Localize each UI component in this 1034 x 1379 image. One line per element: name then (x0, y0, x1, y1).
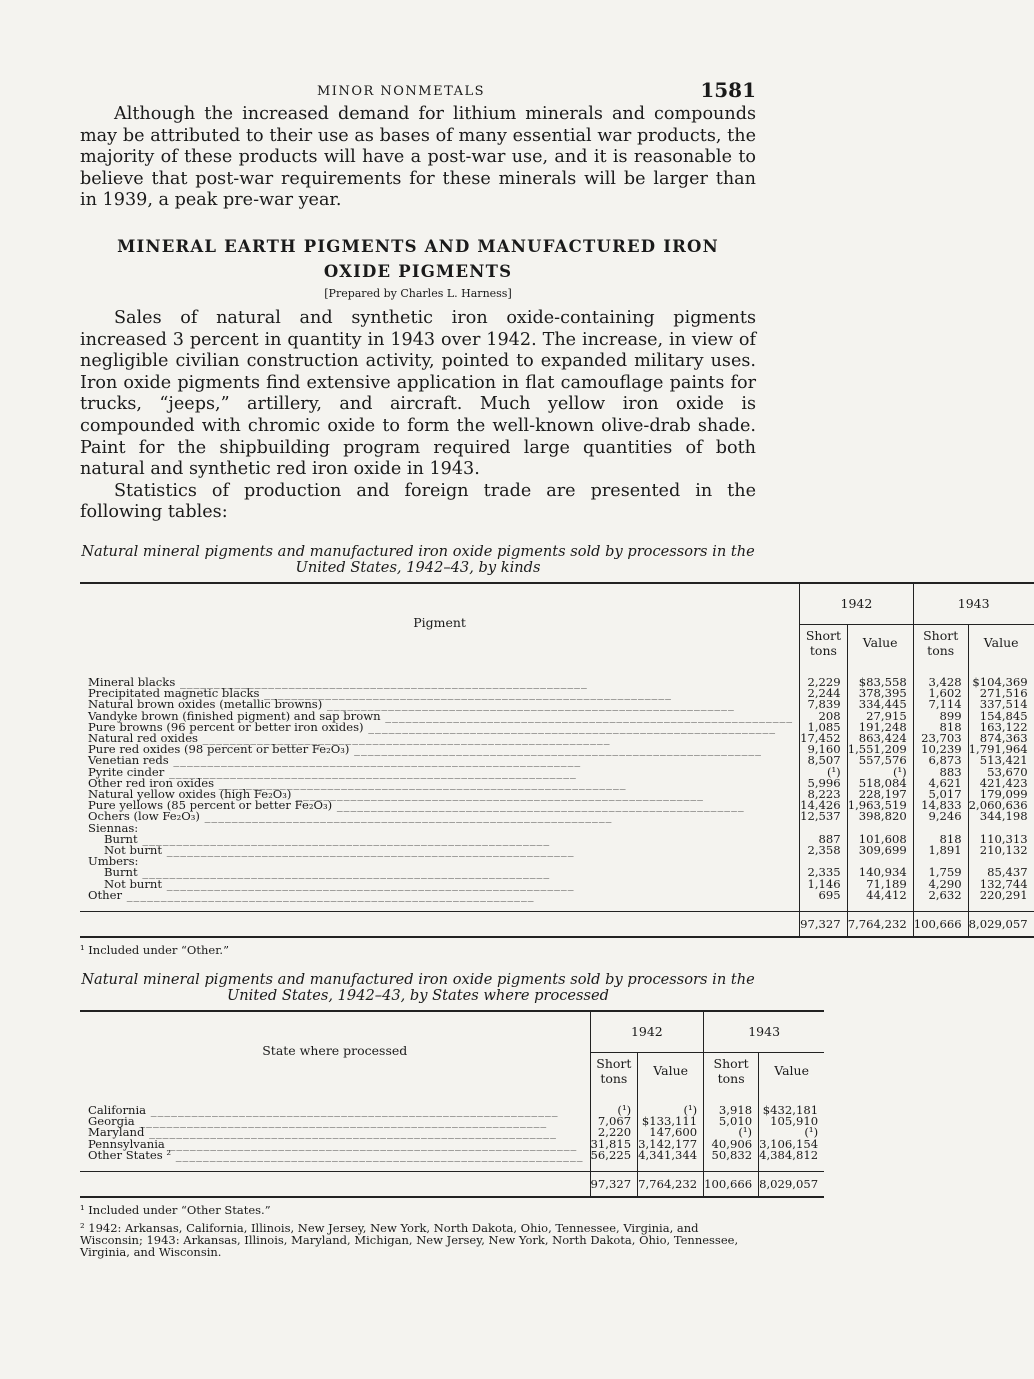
leader-dots: ____________________________________________________________ (322, 697, 735, 712)
table1-cell-v42: (¹) (847, 767, 913, 778)
table1-stub-header: Pigment (80, 583, 800, 661)
leader-dots: ____________________________________________________________ (134, 1114, 548, 1129)
table1-row-label-text: Not burnt (104, 876, 163, 891)
leader-dots: ____________________________________________________________ (259, 686, 672, 701)
leader-dots: ____________________________________________________________ (162, 876, 575, 891)
table1-row-label-text: Pure red oxides (98 percent or better Fe₂O₃) (88, 742, 350, 757)
table2-cell-v42: 147,600 (638, 1127, 704, 1138)
table1-cell-t43: 818 (913, 722, 968, 733)
table2-cell-t42: 56,225 (590, 1150, 638, 1161)
table1-col-tons-1942: Short tons (800, 624, 848, 661)
table1-cell-v43: 85,437 (968, 867, 1034, 878)
table1-cell-t43: 1,891 (913, 845, 968, 856)
table1-cell-v42: 309,699 (847, 845, 913, 856)
leader-dots: ____________________________________________________________ (137, 831, 551, 846)
table1-row-label-text: Precipitated magnetic blacks (88, 686, 260, 701)
prepared-by: [Prepared by Charles L. Harness] (324, 286, 512, 300)
table2-cell-v42: 3,142,177 (638, 1139, 704, 1150)
table1-cell-t43: 818 (913, 834, 968, 845)
table1-cell-t42: 2,358 (800, 845, 848, 856)
table1-cell-t42: 1,146 (800, 879, 848, 890)
table2-row-label-text: Pennsylvania (88, 1136, 165, 1151)
pigments-by-kind-table (80, 582, 1034, 938)
table1-total-t42: 97,327 (800, 911, 848, 937)
table1-cell-t42: 2,229 (800, 677, 848, 688)
table2-footnote-1: ¹ Included under “Other States.” (80, 1202, 271, 1217)
leader-dots: ____________________________________________________________ (349, 742, 762, 757)
leader-dots: ____________________________________________________________ (164, 764, 577, 779)
table2-cell-t43: 50,832 (704, 1150, 759, 1161)
table2-caption: Natural mineral pigments and manufactured iron oxide pigments sold by processors in the United States, 1942–43, by States where processed (81, 970, 755, 1004)
table2-stub-header: State where processed (80, 1011, 590, 1089)
table1-cell-t42: 1,085 (800, 722, 848, 733)
table1-year-1942: 1942 (800, 583, 914, 625)
table2-cell-v42: (¹) (638, 1105, 704, 1116)
table1-year-1943: 1943 (913, 583, 1033, 625)
table1-cell-v43: 53,670 (968, 767, 1034, 778)
table1-row-label (80, 887, 800, 902)
table1-cell-t43: 9,246 (913, 811, 968, 822)
table2-row (80, 1150, 824, 1161)
table1-cell-t42: 8,507 (800, 755, 848, 766)
table1-cell-t43: 5,017 (913, 789, 968, 800)
table1-total-v43: 8,029,057 (968, 911, 1034, 937)
table1-cell-t43: 899 (913, 711, 968, 722)
leader-dots: ____________________________________________________________ (122, 887, 535, 902)
table1-cell-t42: 5,996 (800, 778, 848, 789)
table2-col-value-1943: Value (759, 1052, 825, 1089)
table2-col-tons-1942: Short tons (590, 1052, 638, 1089)
table1-cell-t42: 208 (800, 711, 848, 722)
table1-cell-t42: 2,244 (800, 688, 848, 699)
table1-cell-t43: 1,759 (913, 867, 968, 878)
table1-col-value-1942: Value (847, 624, 913, 661)
table2-year-1942: 1942 (590, 1011, 704, 1053)
table1-total-label (80, 911, 800, 937)
table1-cell-v43: 421,423 (968, 778, 1034, 789)
table1-cell-t42: 12,537 (800, 811, 848, 822)
table1-cell-v42: 863,424 (847, 733, 913, 744)
table2-cell-v43: (¹) (759, 1127, 825, 1138)
running-head (80, 78, 756, 104)
leader-dots: ____________________________________________________________ (363, 719, 777, 734)
section-title-line-1: MINERAL EARTH PIGMENTS AND MANUFACTURED IRON (117, 236, 719, 256)
table1-col-tons-1943: Short tons (913, 624, 968, 661)
table1-body (80, 661, 1034, 937)
table1-total-t43: 100,666 (913, 911, 968, 937)
table2-cell-t43: (¹) (704, 1127, 759, 1138)
table1-cell-t43: 883 (913, 767, 968, 778)
table1-cell-t42: 2,335 (800, 867, 848, 878)
leader-dots: ____________________________________________________________ (146, 1102, 559, 1117)
table1-row-label-text: Natural yellow oxides (high Fe₂O₃) (88, 786, 292, 801)
table2-cell-t42: 31,815 (590, 1139, 638, 1150)
leader-dots: ____________________________________________________________ (137, 865, 551, 880)
table1-row-label-text: Natural red oxides (88, 730, 198, 745)
table1-cell-v42: 191,248 (847, 722, 913, 733)
table2-cell-v43: 4,384,812 (759, 1150, 825, 1161)
table1-cell-v43: 220,291 (968, 890, 1034, 901)
table1-cell-v43: 210,132 (968, 845, 1034, 856)
leader-dots: ____________________________________________________________ (168, 753, 582, 768)
table1-cell-v43: 132,744 (968, 879, 1034, 890)
table1-row-label-text: Ochers (low Fe₂O₃) (88, 809, 200, 824)
table1-cell-t43: 4,290 (913, 879, 968, 890)
table2-total-row (80, 1171, 824, 1197)
table2-cell-t42: 2,220 (590, 1127, 638, 1138)
table2-cell-t42: 7,067 (590, 1116, 638, 1127)
table1-cell-v43: 337,514 (968, 699, 1034, 710)
table1-cell-v42: 44,412 (847, 890, 913, 901)
table1-cell-t42: 17,452 (800, 733, 848, 744)
table1-row-label-text: Other (88, 887, 123, 902)
table1-cell-v42: 518,084 (847, 778, 913, 789)
table1-cell-t43: 1,602 (913, 688, 968, 699)
table2-cell-t43: 40,906 (704, 1139, 759, 1150)
table1-row (80, 811, 1034, 822)
table2-cell-v43: 105,910 (759, 1116, 825, 1127)
table2-col-tons-1943: Short tons (704, 1052, 759, 1089)
table1-cell-t42: 7,839 (800, 699, 848, 710)
table2-total-v43: 8,029,057 (759, 1171, 825, 1197)
table1-row-label-text: Pure yellows (85 percent or better Fe₂O₃) (88, 798, 333, 813)
table1-row-label-text: Mineral blacks (88, 674, 176, 689)
table1-footnote: ¹ Included under “Other.” (80, 942, 229, 957)
table1-row-label-text: Pyrite cinder (88, 764, 165, 779)
table2-col-value-1942: Value (638, 1052, 704, 1089)
table1-cell-t43: 6,873 (913, 755, 968, 766)
leader-dots: ____________________________________________________________ (199, 809, 613, 824)
leader-dots: ____________________________________________________________ (144, 1125, 557, 1140)
leader-dots: ____________________________________________________________ (162, 842, 575, 857)
table1-cell-t42: 887 (800, 834, 848, 845)
table2-cell-v43: $432,181 (759, 1105, 825, 1116)
page-number: 1581 (700, 78, 756, 102)
table2-footnote-2: ² 1942: Arkansas, California, Illinois, New Jersey, New York, North Dakota, Ohio, Tennessee, Virginia, and Wisconsin; 1943: Arkansas, Illinois, Maryland, Michigan, New Jersey, New York, North Dakota, Ohio, Tennessee, Virginia, and Wisconsin. (80, 1220, 739, 1259)
table1-cell-v42: 140,934 (847, 867, 913, 878)
table2-row-label-text: Other States ² (88, 1147, 172, 1162)
section-paragraph-2: Statistics of production and foreign trade are presented in the following tables: (80, 480, 756, 523)
table1-cell-t42: 695 (800, 890, 848, 901)
table1-cell-t43: 23,703 (913, 733, 968, 744)
table1-cell-t42: 14,426 (800, 800, 848, 811)
table1-cell-v42: 71,189 (847, 879, 913, 890)
table1-row-label-text: Burnt (104, 865, 138, 880)
section-title (80, 234, 756, 284)
leader-dots: ____________________________________________________________ (332, 798, 745, 813)
table1-cell-v43: 271,516 (968, 688, 1034, 699)
table2-body (80, 1089, 824, 1197)
table2-row-label-text: Maryland (88, 1125, 145, 1140)
leader-dots: ____________________________________________________________ (380, 708, 794, 723)
table1-row-label-text: Pure browns (96 percent or better iron oxides) (88, 719, 364, 734)
table1-cell-t42: 8,223 (800, 789, 848, 800)
running-title: MINOR NONMETALS (317, 84, 485, 99)
table1-row-label-text: Natural brown oxides (metallic browns) (88, 697, 323, 712)
table1-row-label-text: Not burnt (104, 842, 163, 857)
table1-cell-v42: $83,558 (847, 677, 913, 688)
table1-cell-t43: 10,239 (913, 744, 968, 755)
table1-row-label-text: Vandyke brown (finished pigment) and sap brown (88, 708, 381, 723)
table2-total-t43: 100,666 (704, 1171, 759, 1197)
section-paragraph-1: Sales of natural and synthetic iron oxide-containing pigments increased 3 percent in quantity in 1943 over 1942. The increase, in view of negligible civilian construction activity, pointed to expanded military uses. Iron oxide pigments find extensive application in flat camouflage paints for trucks, “jeeps,” artillery, and aircraft. Much yellow iron oxide is compounded with chromic oxide to form the well-known olive-drab shade. Paint for the shipbuilding program required large quantities of both natural and synthetic red iron oxide in 1943. (80, 307, 756, 480)
table1-cell-v43: 344,198 (968, 811, 1034, 822)
table2-cell-v42: 4,341,344 (638, 1150, 704, 1161)
table1-cell-t43: 4,621 (913, 778, 968, 789)
table1-cell-v42: 101,608 (847, 834, 913, 845)
table1-cell-v42: 228,197 (847, 789, 913, 800)
section-title-line-2: OXIDE PIGMENTS (323, 261, 513, 281)
table2-cell-t43: 5,010 (704, 1116, 759, 1127)
table1-cell-v43: 874,363 (968, 733, 1034, 744)
table1-cell-t42: (¹) (800, 767, 848, 778)
table1-col-value-1943: Value (968, 624, 1034, 661)
table2-year-1943: 1943 (704, 1011, 824, 1053)
table1-cell-v43: 513,421 (968, 755, 1034, 766)
table1-row-label-text: Siennas: (88, 820, 139, 835)
table2-cell-t42: (¹) (590, 1105, 638, 1116)
table1-row (80, 845, 1034, 856)
table2-row-label (80, 1147, 590, 1162)
table1-cell-v42: 27,915 (847, 711, 913, 722)
table1-total-v42: 7,764,232 (847, 911, 913, 937)
table1-cell-v43: 1,791,964 (968, 744, 1034, 755)
table1-cell-v43: 154,845 (968, 711, 1034, 722)
leader-dots: ____________________________________________________________ (175, 674, 588, 689)
table1-cell-v43: $104,369 (968, 677, 1034, 688)
table2-total-v42: 7,764,232 (638, 1171, 704, 1197)
table1-row (80, 890, 1034, 901)
table2-cell-t43: 3,918 (704, 1105, 759, 1116)
table1-cell-v42: 398,820 (847, 811, 913, 822)
table1-cell-v43: 163,122 (968, 722, 1034, 733)
table1-cell-v43: 110,313 (968, 834, 1034, 845)
table1-row-label-text: Burnt (104, 831, 138, 846)
table1-total-row (80, 911, 1034, 937)
table2-cell-v43: 3,106,154 (759, 1139, 825, 1150)
table2-total-t42: 97,327 (590, 1171, 638, 1197)
table1-cell-v43: 2,060,636 (968, 800, 1034, 811)
table1-cell-t42: 9,160 (800, 744, 848, 755)
table2-row-label-text: California (88, 1102, 147, 1117)
table2-total-label (80, 1171, 590, 1197)
table1-cell-v42: 1,963,519 (847, 800, 913, 811)
table1-cell-v42: 334,445 (847, 699, 913, 710)
pigments-by-state-table (80, 1010, 824, 1198)
leader-dots: ____________________________________________________________ (198, 730, 611, 745)
table1-caption: Natural mineral pigments and manufactured iron oxide pigments sold by processors in the United States, 1942–43, by kinds (81, 542, 755, 576)
table1-cell-t43: 7,114 (913, 699, 968, 710)
table1-cell-v43: 179,099 (968, 789, 1034, 800)
table1-cell-v42: 557,576 (847, 755, 913, 766)
intro-paragraph: Although the increased demand for lithium minerals and compounds may be attributed to their use as bases of many essential war products, the majority of these products will have a post-war use, and it is reasonable to believe that post-war requirements for these minerals will be larger than in 1939, a peak pre-war year. (80, 104, 756, 211)
leader-dots: ____________________________________________________________ (291, 786, 704, 801)
table1-cell-v42: 378,395 (847, 688, 913, 699)
leader-dots: ____________________________________________________________ (171, 1147, 584, 1162)
table1-cell-t43: 3,428 (913, 677, 968, 688)
leader-dots: ____________________________________________________________ (164, 1136, 578, 1151)
table1-row-label (80, 842, 800, 857)
table1-row-label-text: Other red iron oxides (88, 775, 215, 790)
table2-cell-v42: $133,111 (638, 1116, 704, 1127)
document-page (80, 78, 1028, 1259)
table1-cell-t43: 2,632 (913, 890, 968, 901)
table1-cell-t43: 14,833 (913, 800, 968, 811)
leader-dots: ____________________________________________________________ (214, 775, 627, 790)
table1-row-label-text: Venetian reds (88, 753, 169, 768)
table1-row-label (80, 811, 800, 822)
table1-row-label-text: Umbers: (88, 854, 139, 869)
table2-row-label-text: Georgia (88, 1114, 135, 1129)
table1-cell-v42: 1,551,209 (847, 744, 913, 755)
